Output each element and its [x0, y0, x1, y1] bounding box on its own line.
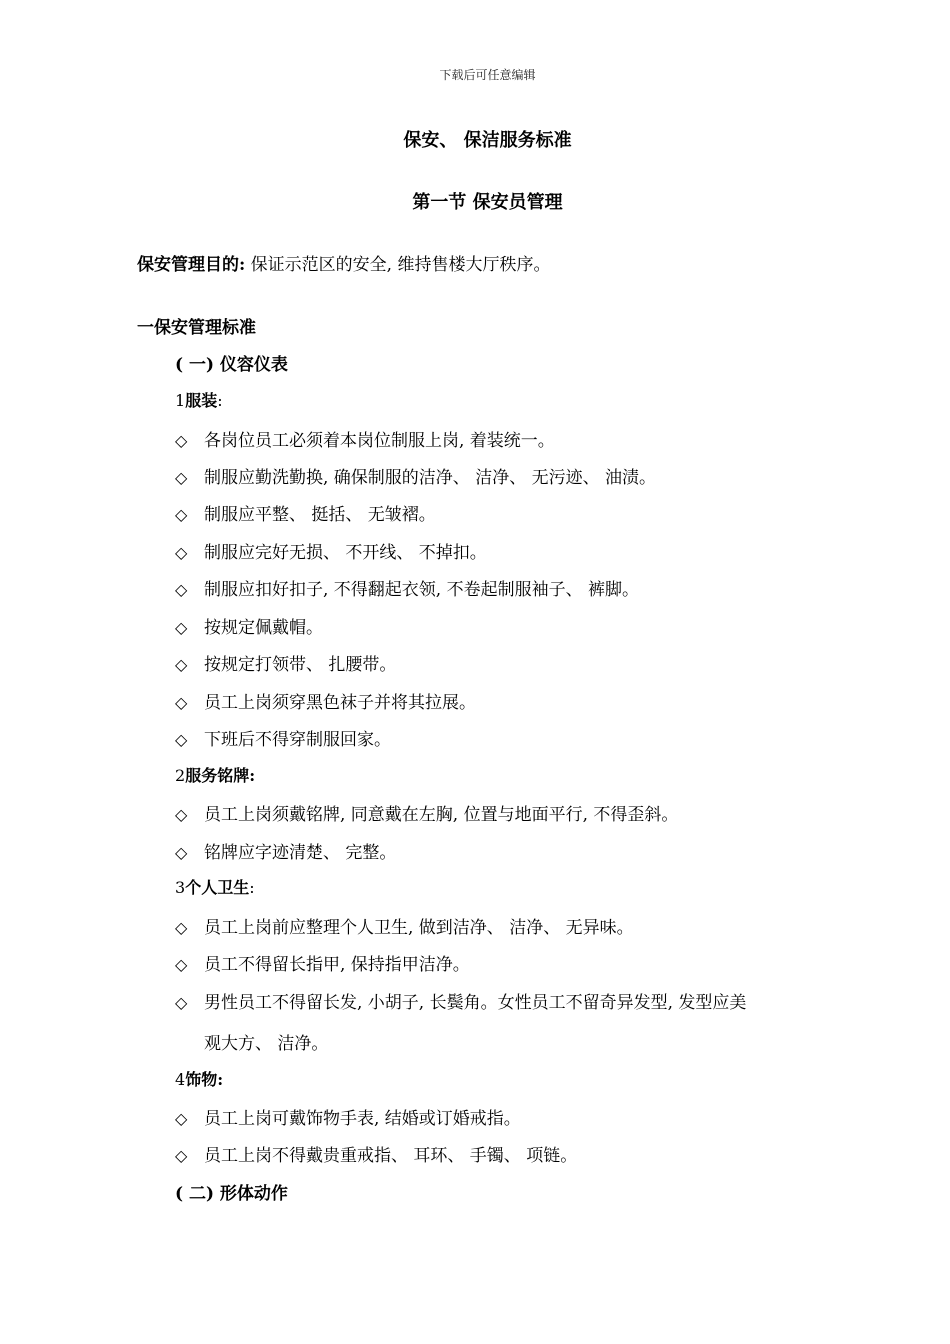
section-title: 第一节 保安员管理: [412, 192, 563, 213]
list-item-text: 男性员工不得留长发, 小胡子, 长鬓角。女性员工不留奇异发型, 发型应美: [204, 993, 747, 1013]
diamond-bullet-icon: ◇: [175, 505, 188, 524]
list-item-text: 铭牌应字迹清楚、 完整。: [204, 843, 397, 863]
item-number: 1: [175, 391, 186, 410]
list-item-text: 下班后不得穿制服回家。: [204, 730, 391, 750]
list-item-text: 按规定打领带、 扎腰带。: [204, 655, 397, 675]
diamond-bullet-icon: ◇: [175, 580, 188, 599]
list-item: [175, 1141, 577, 1166]
list-item-continuation: 观大方、 洁净。: [204, 1034, 329, 1054]
list-item-text: 员工上岗须穿黑色袜子并将其拉展。: [204, 693, 476, 713]
subsection-heading-1: ( 一) 仪容仪表: [175, 355, 288, 375]
list-item: [175, 913, 634, 938]
list-item: [175, 725, 391, 750]
list-item: [175, 613, 323, 638]
list-item-text: 按规定佩戴帽。: [204, 618, 323, 638]
diamond-bullet-icon: ◇: [175, 730, 188, 749]
diamond-bullet-icon: ◇: [175, 693, 188, 712]
item-title: 服装: [185, 391, 218, 410]
diamond-bullet-icon: ◇: [175, 543, 188, 562]
list-item: [175, 538, 487, 563]
item-title: 服务铭牌:: [185, 766, 256, 785]
list-item: [175, 426, 555, 451]
page-header: 下载后可任意编辑: [439, 68, 536, 82]
item-title: 饰物:: [185, 1070, 224, 1089]
list-item: [175, 988, 746, 1013]
list-item-text: 员工上岗须戴铭牌, 同意戴在左胸, 位置与地面平行, 不得歪斜。: [204, 805, 679, 825]
item-colon: :: [217, 391, 223, 410]
list-item: [175, 1104, 521, 1129]
list-item-text: 各岗位员工必须着本岗位制服上岗, 着装统一。: [204, 431, 555, 451]
list-item: [175, 650, 396, 675]
list-item: [175, 500, 436, 525]
list-item-text: 制服应平整、 挺括、 无皱褶。: [204, 505, 436, 525]
list-item: [175, 800, 678, 825]
list-item-text: 制服应完好无损、 不开线、 不掉扣。: [204, 543, 487, 563]
diamond-bullet-icon: ◇: [175, 843, 188, 862]
purpose-line: [137, 250, 551, 275]
item-colon: :: [249, 878, 255, 897]
purpose-label: 保安管理目的:: [137, 255, 246, 275]
diamond-bullet-icon: ◇: [175, 993, 188, 1012]
item-number: 3: [175, 878, 186, 897]
list-item: [175, 688, 476, 713]
item-label-accessories: [175, 1067, 223, 1090]
diamond-bullet-icon: ◇: [175, 431, 188, 450]
diamond-bullet-icon: ◇: [175, 1109, 188, 1128]
list-item-text: 员工上岗不得戴贵重戒指、 耳环、 手镯、 项链。: [204, 1146, 578, 1166]
diamond-bullet-icon: ◇: [175, 618, 188, 637]
diamond-bullet-icon: ◇: [175, 468, 188, 487]
standard-heading: 一保安管理标准: [137, 318, 256, 338]
item-label-hygiene: [175, 875, 255, 898]
list-item-text: 员工上岗可戴饰物手表, 结婚或订婚戒指。: [204, 1109, 521, 1129]
list-item-text: 员工不得留长指甲, 保持指甲洁净。: [204, 955, 470, 975]
item-number: 2: [175, 766, 186, 785]
list-item-text: 制服应扣好扣子, 不得翻起衣领, 不卷起制服袖子、 裤脚。: [204, 580, 640, 600]
item-number: 4: [175, 1070, 186, 1089]
item-label-badge: [175, 763, 255, 786]
document-title: 保安、 保洁服务标准: [403, 130, 572, 151]
list-item: [175, 575, 639, 600]
diamond-bullet-icon: ◇: [175, 955, 188, 974]
list-item-text: 员工上岗前应整理个人卫生, 做到洁净、 洁净、 无异味。: [204, 918, 634, 938]
item-label-clothing: [175, 388, 223, 411]
diamond-bullet-icon: ◇: [175, 1146, 188, 1165]
purpose-text: 保证示范区的安全, 维持售楼大厅秩序。: [245, 255, 551, 275]
diamond-bullet-icon: ◇: [175, 918, 188, 937]
diamond-bullet-icon: ◇: [175, 655, 188, 674]
subsection-heading-2: ( 二) 形体动作: [175, 1184, 288, 1204]
diamond-bullet-icon: ◇: [175, 805, 188, 824]
list-item: [175, 463, 656, 488]
list-item: [175, 950, 470, 975]
list-item: [175, 838, 396, 863]
list-item-text: 制服应勤洗勤换, 确保制服的洁净、 洁净、 无污迹、 油渍。: [204, 468, 657, 488]
item-title: 个人卫生: [185, 878, 250, 897]
